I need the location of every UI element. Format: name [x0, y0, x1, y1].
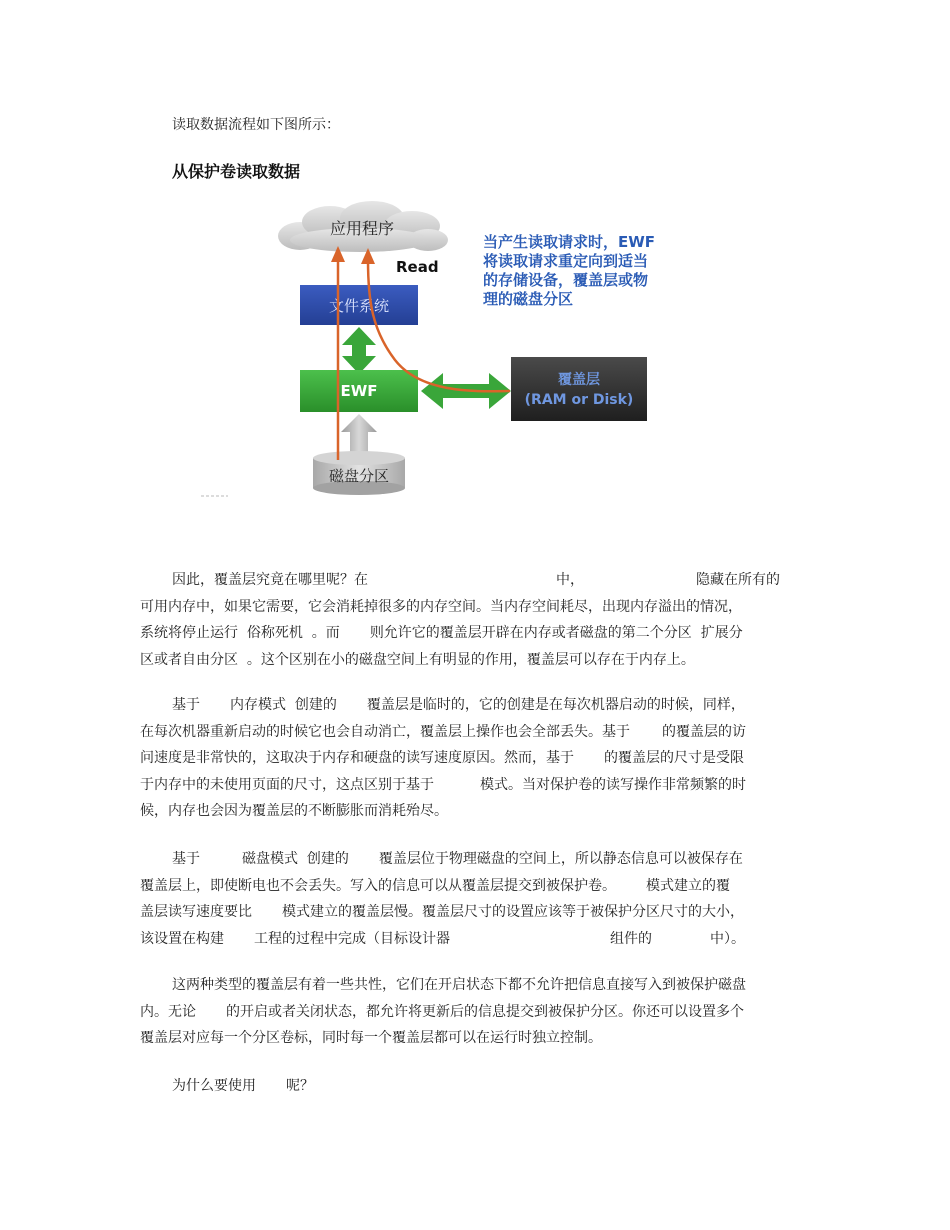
note-line-2: 将读取请求重定向到适当 — [483, 252, 649, 270]
overlay-name: 覆盖层 — [558, 372, 600, 388]
ewf-label: EWF — [340, 382, 378, 400]
note-line-4: 理的磁盘分区 — [483, 290, 574, 308]
overlay-box — [511, 357, 647, 421]
disk-label: 磁盘分区 — [328, 467, 390, 485]
paragraph-5: 为什么要使用 呢？ — [172, 1078, 314, 1094]
diagram-title: 从保护卷读取数据 — [172, 162, 301, 181]
read-label: Read — [396, 258, 439, 276]
paragraph-1: 因此，覆盖层究竟在哪里呢？在 中， 隐藏在所有的 可用内存中，如果它需要，它会消耗掉很多的内存空间。当内存空间耗尽，出现内存溢出的情况， 系统将停止运行 俗称死机 。而 则允许它的覆盖层开辟在内存或者磁盘的第二个分区 扩展分 区或者自由分区 。这个区别在小的磁盘空间上有明显的作用，覆盖层可以存在于内存上。 — [140, 572, 780, 668]
intro-text: 读取数据流程如下图所示： — [172, 117, 340, 133]
filesystem-label: 文件系统 — [328, 297, 390, 315]
note-line-1: 当产生读取请求时，EWF — [483, 233, 656, 251]
note-line-3: 的存储设备，覆盖层或物 — [483, 271, 649, 289]
app-label: 应用程序 — [330, 219, 395, 238]
fs-ewf-arrow — [342, 327, 376, 374]
overlay-sub: (RAM or Disk) — [524, 392, 634, 408]
paragraph-3: 基于 磁盘模式 创建的 覆盖层位于物理磁盘的空间上，所以静态信息可以被保存在 覆盖层上，即使断电也不会丢失。写入的信息可以从覆盖层提交到被保护卷。 模式建立的覆 盖层读写速度要比 模式建立的覆盖层慢。覆盖层尺寸的设置应该等于被保护分区尺寸的大小， 该设置在构建 工程的过程中完成（目标设计器 组件的 中）。 — [140, 851, 745, 947]
disk-ewf-arrow — [341, 414, 377, 452]
ewf-read-diagram — [0, 0, 950, 520]
paragraph-2: 基于 内存模式 创建的 覆盖层是临时的，它的创建是在每次机器启动的时候，同样， 在每次机器重新启动的时候它也会自动消亡，覆盖层上操作也会全部丢失。基于 的覆盖层的访 问速度是非常快的，这取决于内存和硬盘的读写速度原因。然而，基于 的覆盖层的尺寸是受限 于内存中的未使用页面的尺寸，这点区别于基于 模式。当对保护卷的读写操作非常频繁的时 候，内存也会因为覆盖层的不断膨胀而消耗殆尽。 — [140, 697, 746, 819]
paragraph-4: 这两种类型的覆盖层有着一些共性，它们在开启状态下都不允许把信息直接写入到被保护磁盘 内。无论 的开启或者关闭状态，都允许将更新后的信息提交到被保护分区。你还可以设置多个 覆盖层对应每一个分区卷标，同时每一个覆盖层都可以在运行时独立控制。 — [140, 977, 746, 1046]
